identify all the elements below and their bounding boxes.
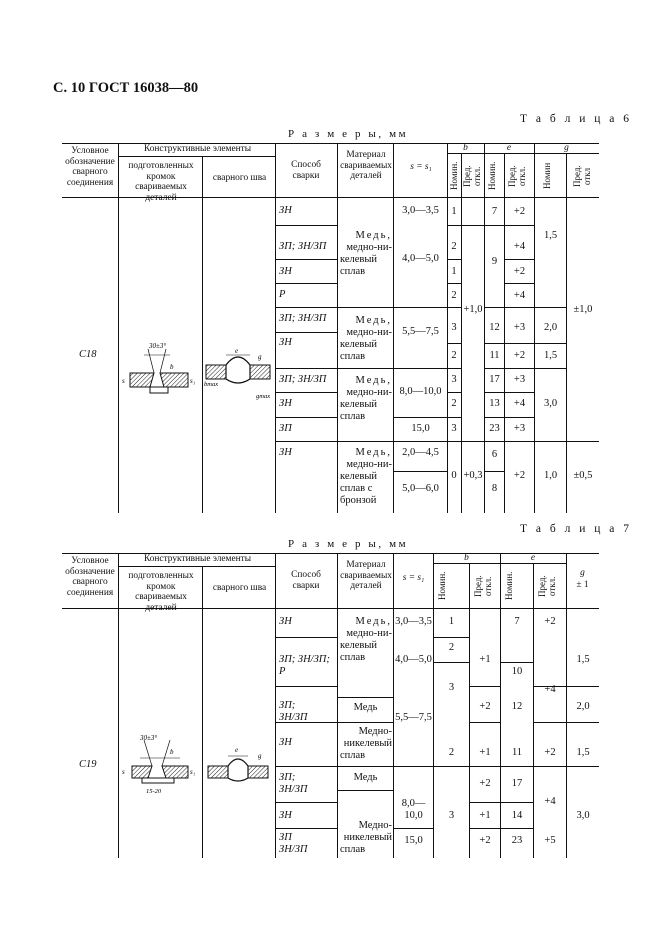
- t6-material-4: Медь, медно-ни- келевый сплав с бронзой: [340, 447, 392, 506]
- t7-e-dev-4: +4: [544, 796, 556, 807]
- t6-method-2: ЗП; ЗН/ЗП: [279, 241, 327, 252]
- t7-method-1: ЗН: [279, 616, 292, 627]
- t7-e-6: 14: [511, 810, 523, 821]
- t6-e-dev-7: +3: [513, 374, 526, 385]
- t6-head-material: Материал свариваемых деталей: [340, 150, 392, 181]
- t6-head-g: g: [564, 143, 569, 153]
- t6-b-8: 2: [451, 398, 457, 409]
- t7-width-label: 15-20: [146, 788, 162, 795]
- t6-s-7: 5,0—6,0: [402, 483, 439, 494]
- t6-s-3: 5,5—7,5: [402, 326, 439, 337]
- t6-b-6: 2: [451, 350, 457, 361]
- t6-gmax-label: gmax: [256, 393, 271, 400]
- t6-e-4: 11: [489, 350, 500, 361]
- t6-g-dev-1: ±1,0: [573, 304, 593, 315]
- t6-e-dev-10: +2: [513, 470, 526, 481]
- t7-edge-drawing: [120, 728, 200, 803]
- t7-s-1: 3,0—3,5: [395, 616, 432, 627]
- t6-e-dev-1: +2: [513, 206, 526, 217]
- t7-s-4: 8,0—10,0: [401, 798, 426, 821]
- t6-head-e: e: [506, 143, 512, 153]
- t7-head-joint: Условное обозначение сварного соединения: [65, 556, 115, 598]
- t6-s1-label: s₁: [190, 377, 196, 385]
- t7-e-nom-head: Номин.: [504, 571, 514, 601]
- t6-method-4: Р: [279, 289, 286, 300]
- t7-e-4: 11: [511, 747, 523, 758]
- t7-b-dev-5: +1: [479, 810, 491, 821]
- t6-e-9: 8: [491, 483, 498, 494]
- t6-method-6: ЗН: [279, 337, 292, 348]
- t6-g-2: 2,0: [543, 322, 558, 333]
- t7-b-dev-6: +2: [479, 835, 491, 846]
- t7-s-label: s: [122, 768, 125, 776]
- table7-dims: Р а з м е р ы, мм: [288, 538, 409, 550]
- t7-method-3: Р: [279, 666, 286, 677]
- t7-e-dev-1: +2: [544, 616, 556, 627]
- t6-g-5: 1,0: [543, 470, 558, 481]
- t7-head-g-dev: ± 1: [576, 580, 589, 590]
- t7-head-e: e: [530, 553, 536, 563]
- t7-material-4: Медь: [353, 772, 378, 783]
- t7-head-s: s = s₁: [402, 573, 425, 583]
- t7-e-dev-5: +5: [544, 835, 556, 846]
- t6-material-2: Медь, медно-ни- келевый сплав: [340, 315, 392, 362]
- t7-e-dev-head: Пред. откл.: [537, 575, 557, 597]
- t7-method-8: ЗН/ЗП: [279, 784, 308, 795]
- t6-head-elements: Конструктивные элементы: [143, 144, 252, 154]
- t6-e-label: e: [235, 347, 239, 355]
- t6-e-dev-3: +2: [513, 266, 526, 277]
- t7-method-9: ЗН: [279, 810, 292, 821]
- t6-e-2: 9: [491, 256, 498, 267]
- t7-b-dev-1: +1: [479, 654, 491, 665]
- t6-head-seam: сварного шва: [212, 173, 267, 183]
- t7-material-5: Медно- никелевый сплав: [340, 820, 392, 855]
- t6-g-1: 1,5: [543, 230, 558, 241]
- t6-e-8: 6: [491, 449, 498, 460]
- t6-g-4: 3,0: [543, 398, 558, 409]
- t7-material-1: Медь, медно-ни- келевый сплав: [340, 616, 392, 663]
- t6-method-3: ЗН: [279, 266, 292, 277]
- t6-joint: С18: [79, 349, 97, 360]
- t7-e-label: e: [235, 746, 239, 754]
- t6-edge-drawing: [120, 335, 200, 400]
- t6-b-9: 3: [451, 423, 457, 434]
- t6-e-1: 7: [491, 206, 498, 217]
- t7-e-dev-2: +4: [544, 684, 556, 695]
- t7-b-dev-4: +2: [479, 778, 491, 789]
- t6-e-dev-6: +2: [513, 350, 526, 361]
- t6-seam-drawing: [204, 343, 274, 401]
- t6-s-4: 8,0—10,0: [399, 386, 442, 397]
- t6-s-5: 15,0: [411, 423, 430, 434]
- t6-method-8: ЗН: [279, 398, 292, 409]
- t6-method-7: ЗП; ЗН/ЗП: [279, 374, 327, 385]
- t7-material-2: Медь: [353, 702, 378, 713]
- t7-b-4: 2: [448, 747, 455, 758]
- t7-head-method: Способ сварки: [291, 570, 321, 591]
- t7-b-5: 3: [448, 810, 455, 821]
- page-header: С. 10 ГОСТ 16038—80: [53, 80, 199, 96]
- t6-head-method: Способ сварки: [291, 160, 321, 181]
- t6-head-s: s = s₁: [410, 162, 432, 172]
- t6-s-label: s: [122, 377, 125, 385]
- t7-e-5: 17: [511, 778, 523, 789]
- t7-b-nom-head: Номин.: [437, 571, 447, 601]
- t7-head-material: Материал свариваемых деталей: [340, 560, 392, 591]
- t7-head-seam: сварного шва: [212, 583, 267, 593]
- t6-material-1: Медь, медно-ни- келевый сплав: [340, 230, 392, 277]
- table6-dims: Р а з м е р ы, мм: [288, 128, 409, 140]
- t7-method-4: ЗП;: [279, 700, 296, 711]
- t7-b-2: 2: [448, 642, 455, 653]
- t7-joint: С19: [79, 759, 97, 770]
- t7-e-3: 12: [511, 701, 523, 712]
- t6-head-b: b: [463, 143, 468, 153]
- t6-s-1: 3,0—3,5: [402, 205, 439, 216]
- t7-seam-drawing: [204, 738, 274, 798]
- t6-b-4: 2: [451, 290, 457, 301]
- t6-b-label: b: [170, 363, 174, 371]
- t6-angle-label: 30±3°: [149, 342, 167, 350]
- t7-method-2: ЗП; ЗН/ЗП;: [279, 654, 330, 665]
- t7-head-b: b: [464, 553, 469, 563]
- t6-head-joint: Условное обозначение сварного соединения: [65, 146, 115, 188]
- t7-e-7: 23: [511, 835, 523, 846]
- t7-g-2: 2,0: [576, 701, 590, 712]
- t7-s1-label: s₁: [190, 768, 196, 776]
- t7-b-label: b: [170, 748, 174, 756]
- t6-b-10: 0: [451, 470, 457, 481]
- t7-head-g: g: [580, 568, 585, 578]
- t7-b-dev-head: Пред. откл.: [473, 575, 493, 597]
- t6-b-1: 1: [451, 206, 457, 217]
- t6-g-dev-2: ±0,5: [573, 470, 593, 481]
- t7-b-3: 3: [448, 682, 455, 693]
- t7-e-dev-3: +2: [544, 747, 556, 758]
- t6-g-label: g: [258, 353, 262, 361]
- t6-e-dev-9: +3: [513, 423, 526, 434]
- t6-e-6: 13: [489, 398, 500, 409]
- t7-method-7: ЗП;: [279, 772, 296, 783]
- t6-material-3: Медь, медно-ни- келевый сплав: [340, 375, 392, 422]
- t6-e-dev-head: Пред. откл.: [507, 165, 527, 187]
- t6-s-6: 2,0—4,5: [402, 447, 439, 458]
- t6-b-5: 3: [451, 322, 457, 333]
- t6-e-7: 23: [489, 423, 500, 434]
- t6-e-5: 17: [489, 374, 500, 385]
- t6-b-7: 3: [451, 374, 457, 385]
- t6-e-nom-head: Номин.: [487, 161, 497, 191]
- table7-caption: Т а б л и ц а 7: [520, 523, 633, 535]
- t7-g-label: g: [258, 752, 262, 760]
- t6-g-nom-head: Номин: [542, 162, 552, 190]
- t7-head-elements: Конструктивные элементы: [143, 554, 252, 564]
- t7-s-5: 15,0: [404, 835, 423, 846]
- t6-method-5: ЗП; ЗН/ЗП: [279, 313, 327, 324]
- t6-e-dev-8: +4: [513, 398, 526, 409]
- t6-b-dev-2: +0,3: [463, 470, 483, 481]
- t6-s-2: 4,0—5,0: [402, 253, 439, 264]
- t6-b-dev-head: Пред. откл.: [462, 165, 482, 187]
- t7-angle-label: 30±3°: [140, 734, 158, 742]
- t7-material-3: Медно- никелевый сплав: [340, 726, 392, 761]
- t7-method-6: ЗН: [279, 737, 292, 748]
- t6-b-3: 1: [451, 266, 457, 277]
- t6-e-dev-5: +3: [513, 322, 526, 333]
- t7-e-2: 10: [511, 666, 523, 677]
- t7-b-dev-2: +2: [479, 701, 491, 712]
- t6-method-10: ЗН: [279, 447, 292, 458]
- t6-b-dev-1: +1,0: [463, 304, 483, 315]
- t7-method-5: ЗН/ЗП: [279, 712, 308, 723]
- table6-caption: Т а б л и ц а 6: [520, 113, 633, 125]
- t6-method-1: ЗН: [279, 205, 292, 216]
- t7-e-1: 7: [514, 616, 520, 627]
- t6-g-dev-head: Пред. откл: [572, 165, 592, 187]
- t7-b-dev-3: +1: [479, 747, 491, 758]
- t7-method-11: ЗН/ЗП: [279, 844, 308, 855]
- t7-method-10: ЗП: [279, 832, 292, 843]
- t7-g-4: 3,0: [576, 810, 590, 821]
- t7-s-2: 4,0—5,0: [395, 654, 432, 665]
- t7-head-edges: подготовленных кромок свариваемых деталей: [128, 571, 194, 613]
- t7-s-3: 5,5—7,5: [395, 712, 432, 723]
- t7-g-1: 1,5: [576, 654, 590, 665]
- t6-b-nom-head: Номин.: [449, 161, 459, 191]
- t7-b-1: 1: [448, 616, 455, 627]
- t7-g-3: 1,5: [576, 747, 590, 758]
- t6-bmax-label: bmax: [204, 381, 219, 388]
- t6-e-3: 12: [489, 322, 500, 333]
- t6-method-9: ЗП: [279, 423, 292, 434]
- t6-e-dev-2: +4: [513, 241, 526, 252]
- t6-b-2: 2: [451, 241, 457, 252]
- t6-g-3: 1,5: [543, 350, 558, 361]
- t6-e-dev-4: +4: [513, 290, 526, 301]
- t6-head-edges: подготовленных кромок свариваемых деталей: [128, 161, 194, 203]
